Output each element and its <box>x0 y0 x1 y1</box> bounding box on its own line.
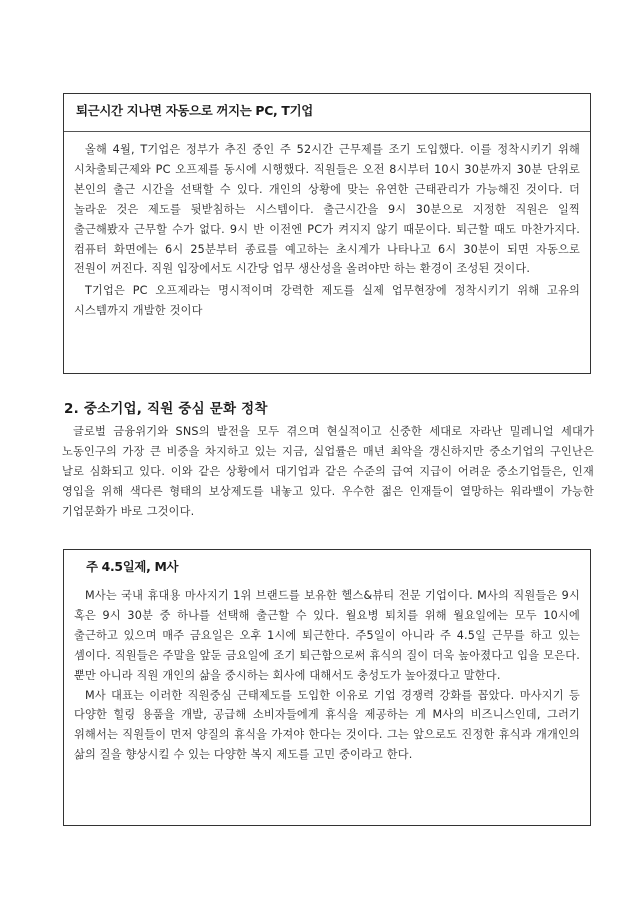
case-title-m-company: 주 4.5일제, M사 <box>86 559 179 574</box>
case-paragraph: M사는 국내 휴대용 마사지기 1위 브랜드를 보유한 헬스&뷰티 전문 기업이다. M사의 직원들은 9시 혹은 9시 30분 중 하나를 선택해 출근할 수 있다. 월요병 퇴치를 위해 월요일에는 모두 10시에 출근하고 있으며 매주 금요일은 오후 1시에 퇴근한다. 주5일이 아니라 주 4.5일 근무를 하고 있는 셈이다. 직원들은 주말을 앞둔 금요일에 조기 퇴근함으로써 휴식의 질이 더욱 높아졌다고 입을 모은다. 뿐만 아니라 직원 개인의 삶을 중시하는 회사에 대해서도 충성도가 높아졌다고 말한다. <box>74 589 580 682</box>
case-box-t-company <box>63 93 591 374</box>
case-paragraph: M사 대표는 이러한 직원중심 근태제도를 도입한 이유로 기업 경쟁력 강화를 꼽았다. 마사지기 등 다양한 힐링 용품을 개발, 공급해 소비자들에게 휴식을 제공하는 게 M사의 비즈니스인데, 그러기 위해서는 직원들이 먼저 양질의 휴식을 가져야 한다는 것이다. 그는 앞으로도 진정한 휴식과 개개인의 삶의 질을 향상시킬 수 있는 다양한 복지 제도를 고민 중이라고 한다. <box>74 688 580 762</box>
section-sme-culture <box>60 397 594 522</box>
case-paragraph: T기업은 PC 오프제라는 명시적이며 강력한 제도를 실제 업무현장에 정착시키기 위해 고유의 시스템까지 개발한 것이다 <box>74 284 580 318</box>
case-title-t-company: 퇴근시간 지나면 자동으로 꺼지는 PC, T기업 <box>64 101 590 132</box>
section-heading: 2. 중소기업, 직원 중심 문화 정착 <box>64 401 268 417</box>
case-paragraph: 올해 4월, T기업은 정부가 추진 중인 주 52시간 근무제를 조기 도입했다. 이를 정착시키기 위해 시차출퇴근제와 PC 오프제를 동시에 시행했다. 직원들은 오전 8시부터 10시 30분까지 30분 단위로 본인의 출근 시간을 선택할 수 있다. 개인의 상황에 맞는 유연한 근태관리가 가능해진 것이다. 더 놀라운 것은 제도를 뒷받침하는 시스템이다. 출근시간을 9시 30분으로 지정한 직원은 일찍 출근해봤자 근무할 수가 없다. 9시 반 이전엔 PC가 켜지지 않기 때문이다. 퇴근할 때도 마찬가지다. 컴퓨터 화면에는 6시 25분부터 종료를 예고하는 초시계가 나타나고 6시 30분이 되면 자동으로 전원이 꺼진다. 직원 입장에서도 시간당 업무 생산성을 올려야만 하는 환경이 조성된 것이다. <box>74 143 580 276</box>
section-paragraph: 글로벌 금융위기와 SNS의 발전을 모두 겪으며 현실적이고 신중한 세대로 자라난 밀레니얼 세대가 노동인구의 가장 큰 비중을 차지하고 있는 지금, 실업률은 매년 최악을 갱신하지만 중소기업의 구인난은 날로 심화되고 있다. 이와 같은 상황에서 대기업과 같은 수준의 급여 지급이 어려운 중소기업들은, 인재 영입을 위해 색다른 형태의 보상제도를 내놓고 있다. 우수한 젊은 인재들이 열망하는 워라밸이 가능한 기업문화가 바로 그것이다. <box>62 425 594 518</box>
case-box-m-company <box>63 549 591 826</box>
